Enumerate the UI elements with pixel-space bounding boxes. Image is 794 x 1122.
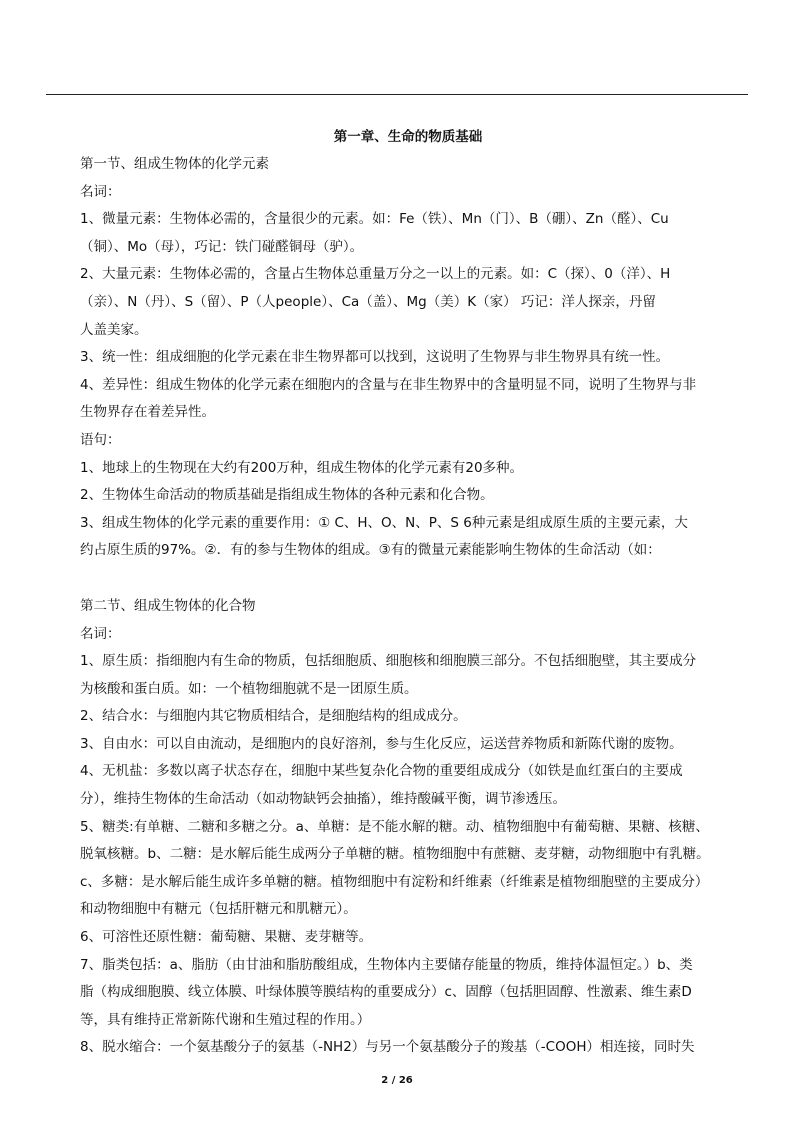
paragraph-line: 2、结合水：与细胞内其它物质相结合，是细胞结构的组成成分。 — [80, 708, 467, 725]
paragraph-line: 7、脂类包括：a、脂肪（由甘油和脂肪酸组成，生物体内主要储存能量的物质，维持体温恒定。）b、类 — [80, 956, 693, 973]
subheading: 名词： — [80, 183, 121, 200]
subheading: 名词： — [80, 625, 121, 642]
paragraph-line: 为核酸和蛋白质。如：一个植物细胞就不是一团原生质。 — [80, 680, 418, 697]
document-body — [80, 151, 740, 1062]
subheading: 语句： — [80, 431, 121, 448]
paragraph-line: 3、自由水：可以自由流动，是细胞内的良好溶剂，参与生化反应，运送营养物质和新陈代谢的废物。 — [80, 735, 683, 752]
paragraph-line: 4、无机盐：多数以离子状态存在，细胞中某些复杂化合物的重要组成成分（如铁是血红蛋白的主要成 — [80, 763, 683, 780]
paragraph-line: 人盖美家。 — [80, 321, 148, 338]
paragraph-line: 脂（构成细胞膜、线立体膜、叶绿体膜等膜结构的重要成分）c、固醇（包括胆固醇、性激素、维生素D — [80, 984, 692, 1001]
paragraph-line: 3、统一性：组成细胞的化学元素在非生物界都可以找到，这说明了生物界与非生物界具有统一性。 — [80, 349, 670, 366]
section-heading: 第二节、组成生物体的化合物 — [80, 597, 256, 614]
paragraph-line: 8、脱水缩合：一个氨基酸分子的氨基（-NH2）与另一个氨基酸分子的羧基（-COOH）相连接，同时失 — [80, 1039, 695, 1056]
paragraph-line: 生物界存在着差异性。 — [80, 404, 215, 421]
paragraph-line: 2、生物体生命活动的物质基础是指组成生物体的各种元素和化合物。 — [80, 487, 494, 504]
paragraph-line: 1、微量元素：生物体必需的，含量很少的元素。如：Fe（铁）、Mn（门）、B（硼）、Zn（醛）、Cu — [80, 211, 669, 228]
paragraph-line: 分），维持生物体的生命活动（如动物缺钙会抽搐），维持酸碱平衡，调节渗透压。 — [80, 791, 566, 808]
paragraph-line: 约占原生质的97%。②．有的参与生物体的组成。③有的微量元素能影响生物体的生命活动（如： — [80, 542, 661, 559]
page-number: 2 / 26 — [381, 1075, 413, 1086]
page-title: 第一章、生命的物质基础 — [333, 129, 483, 145]
paragraph-line: 5、糖类:有单糖、二糖和多糖之分。a、单糖：是不能水解的糖。动、植物细胞中有葡萄糖、果糖、核糖、 — [80, 818, 709, 835]
paragraph-line: 1、原生质：指细胞内有生命的物质，包括细胞质、细胞核和细胞膜三部分。不包括细胞壁，其主要成分 — [80, 653, 697, 670]
paragraph-line: 1、地球上的生物现在大约有200万种，组成生物体的化学元素有20多种。 — [80, 459, 524, 476]
paragraph-line: 4、差异性：组成生物体的化学元素在细胞内的含量与在非生物界中的含量明显不同，说明了生物界与非 — [80, 376, 697, 393]
paragraph-line: 和动物细胞中有糖元（包括肝糖元和肌糖元）。 — [80, 901, 357, 918]
paragraph-line: c、多糖：是水解后能生成许多单糖的糖。植物细胞中有淀粉和纤维素（纤维素是植物细胞壁的主要成分） — [80, 873, 709, 890]
paragraph-line: 脱氧核糖。b、二糖：是水解后能生成两分子单糖的糖。植物细胞中有蔗糖、麦芽糖，动物细胞中有乳糖。 — [80, 846, 710, 863]
paragraph-line: 3、组成生物体的化学元素的重要作用：① C、H、O、N、P、S 6种元素是组成原生质的主要元素，大 — [80, 514, 688, 531]
paragraph-line: （铜）、Mo（母），巧记：铁门碰醛铜母（驴）。 — [80, 238, 364, 255]
blank-line — [80, 565, 740, 593]
section-heading: 第一节、组成生物体的化学元素 — [80, 156, 269, 172]
paragraph-line: 2、大量元素：生物体必需的，含量占生物体总重量万分之一以上的元素。如：C（探）、0（洋）、H — [80, 266, 671, 283]
paragraph-line: （亲）、N（丹）、S（留）、P（人people）、Ca（盖）、Mg（美）K（家） 巧记：洋人探亲，丹留 — [80, 293, 656, 310]
header-rule — [46, 94, 748, 95]
paragraph-line: 6、可溶性还原性糖：葡萄糖、果糖、麦芽糖等。 — [80, 929, 373, 946]
paragraph-line: 等，具有维持正常新陈代谢和生殖过程的作用。） — [80, 1011, 371, 1028]
